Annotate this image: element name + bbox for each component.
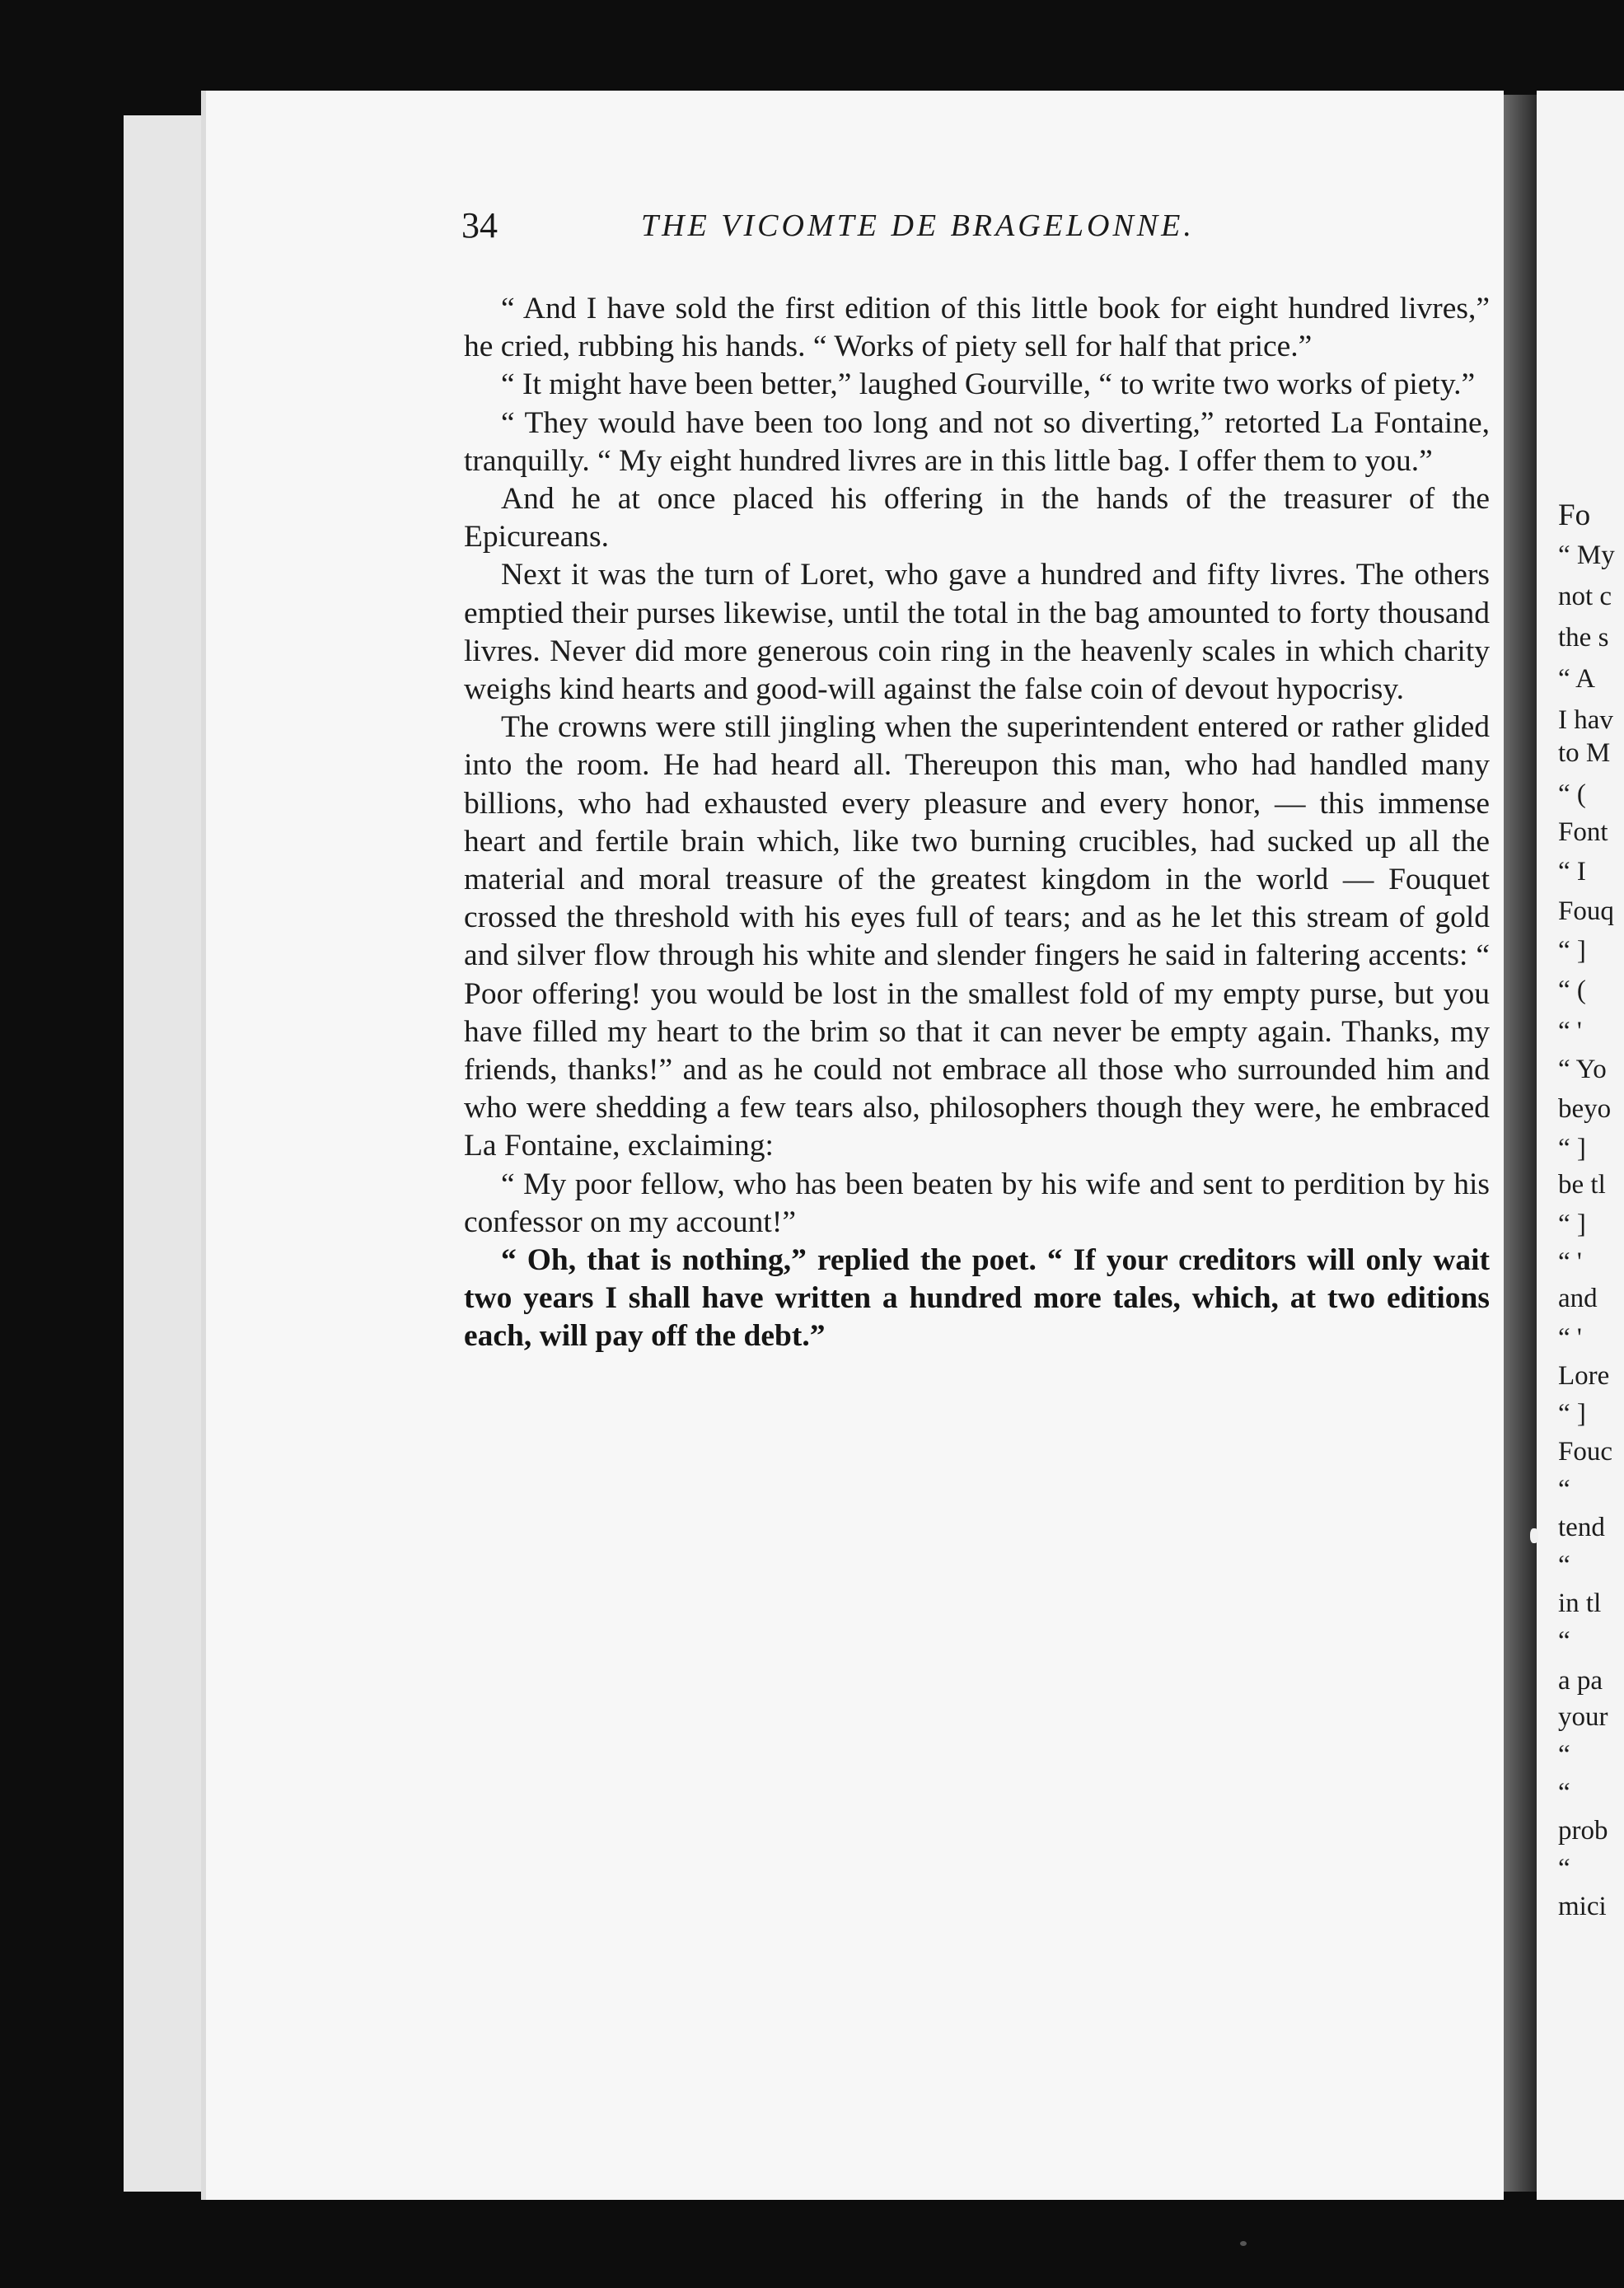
- next-page-fragment: Font: [1558, 817, 1608, 847]
- next-page-fragment: “ ]: [1558, 1210, 1586, 1239]
- page-blemish: [1530, 1528, 1538, 1543]
- page-speck: [1240, 2241, 1247, 2246]
- next-page-fragment: “ Yo: [1558, 1055, 1607, 1084]
- next-page-partial: [1537, 91, 1624, 2200]
- next-page-fragment: “: [1558, 1626, 1570, 1656]
- next-page-fragment: be tl: [1558, 1170, 1606, 1200]
- next-page-fragment: “: [1558, 1551, 1570, 1580]
- page-header: [461, 204, 1335, 254]
- next-page-fragment: Fo: [1558, 498, 1591, 532]
- next-page-fragment: not c: [1558, 582, 1612, 611]
- running-head: THE VICOMTE DE BRAGELONNE.: [641, 208, 1195, 243]
- next-page-fragment: and: [1558, 1284, 1598, 1313]
- next-page-fragment: “ My: [1558, 540, 1615, 570]
- next-page-fragment: the s: [1558, 623, 1609, 653]
- next-page-fragment: “ ': [1558, 1323, 1582, 1353]
- next-page-fragment: tend: [1558, 1513, 1605, 1542]
- next-page-fragment: “ ]: [1558, 1399, 1586, 1429]
- next-page-fragment: in tl: [1558, 1588, 1602, 1618]
- next-page-fragment: “: [1558, 1475, 1570, 1504]
- next-page-fragment: mici: [1558, 1892, 1607, 1921]
- next-page-fragment: Fouq: [1558, 896, 1614, 926]
- next-page-fragment: “ ]: [1558, 1134, 1586, 1163]
- next-page-fragment: to M: [1558, 738, 1611, 768]
- paragraph: “ It might have been better,” laughed Gourville, “ to write two works of piety.”: [501, 367, 1476, 402]
- next-page-fragment: “: [1558, 1740, 1570, 1770]
- next-page-fragment: your: [1558, 1702, 1608, 1732]
- paragraph: Next it was the turn of Loret, who gave a hundred and fifty livres. The others emptied their purses likewise, until the total in the bag amounted to forty thousand livres. Never did more generous coin ring in the heavenly scales in which charity weighs kind hearts and good-will against the false coin of devout hypocrisy.: [464, 558, 1490, 707]
- next-page-fragment: a pa: [1558, 1666, 1603, 1696]
- next-page-fragment: prob: [1558, 1816, 1608, 1846]
- paragraph: The crowns were still jingling when the superintendent entered or rather glided into the room. He had heard all. Thereupon this man, who had handled many billions, who had exhausted every pleasure and every honor, — this immense heart and fertile brain which, like two burning crucibles, had sucked up all the material and moral treasure of the greatest kingdom in the world — Fouquet crossed the threshold with his eyes full of tears; and as he let this stream of gold and silver flow through his white and slender fingers he said in faltering accents: “ Poor offering! you would be lost in the smallest fold of my empty purse, but you have filled my heart to the brim so that it can never be empty again. Thanks, my friends, thanks!” and as he could not embrace all those who surrounded him and who were shedding a few tears also, philosophers though they were, he embraced La Fontaine, exclaiming:: [464, 710, 1490, 1163]
- page-body-text: [464, 290, 1490, 1356]
- paragraph: “ Oh, that is nothing,” replied the poet. “ If your creditors will only wait two years I shall have written a hundred more tales, which, at two editions each, will pay off the debt.”: [464, 1243, 1490, 1354]
- paragraph: “ My poor fellow, who has been beaten by his wife and sent to perdition by his confessor on my account!”: [464, 1167, 1490, 1239]
- paragraph: And he at once placed his offering in the hands of the treasurer of the Epicureans.: [464, 482, 1490, 554]
- next-page-fragment: I hav: [1558, 705, 1613, 735]
- next-page-fragment: “ (: [1558, 779, 1586, 809]
- page-number: 34: [461, 205, 498, 246]
- next-page-fragment: “ ': [1558, 1247, 1582, 1277]
- next-page-fragment: “ ': [1558, 1017, 1582, 1046]
- book-gutter: [1504, 95, 1537, 2192]
- next-page-fragment: Lore: [1558, 1361, 1610, 1391]
- next-page-fragment: “ A: [1558, 664, 1595, 694]
- next-page-fragment: Fouc: [1558, 1437, 1612, 1467]
- next-page-fragment: “ (: [1558, 976, 1586, 1005]
- next-page-fragment: “ ]: [1558, 936, 1586, 966]
- next-page-fragment: “ I: [1558, 857, 1586, 887]
- next-page-fragment: beyo: [1558, 1094, 1612, 1124]
- next-page-fragment: “: [1558, 1854, 1570, 1883]
- paragraph: “ They would have been too long and not so diverting,” retorted La Fontaine, tranquilly. “ My eight hundred livres are in this little bag. I offer them to you.”: [464, 405, 1490, 478]
- paragraph: “ And I have sold the first edition of this little book for eight hundred livres,” he cried, rubbing his hands. “ Works of piety sell for half that price.”: [464, 292, 1490, 364]
- next-page-fragment: “: [1558, 1778, 1570, 1808]
